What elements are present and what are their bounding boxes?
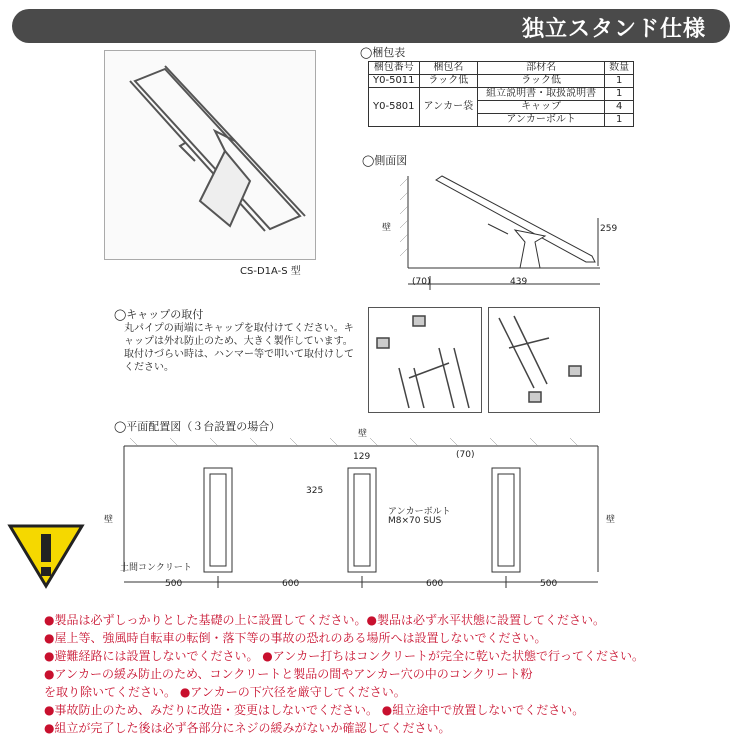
floor-label: 土間コンクリート: [120, 563, 192, 573]
plan-title: ◯平面配置図（３台設置の場合）: [114, 420, 281, 433]
part-qty: 4: [605, 101, 634, 114]
part-name: ラック低: [478, 75, 605, 88]
product-illustration: [104, 50, 316, 260]
plan-wall-top: 壁: [358, 429, 368, 439]
plan-width-dim: 129: [353, 452, 371, 462]
plan-depth-dim: 325: [306, 486, 324, 496]
cap-figure-right: [488, 307, 600, 413]
cap-install-icon: [489, 308, 599, 412]
side-depth-dim: 439: [510, 277, 528, 287]
spacing-dim: 600: [426, 579, 444, 589]
side-view-drawing: [360, 166, 620, 296]
side-height-dim: 259: [600, 224, 618, 234]
spacing-dim: 500: [165, 579, 183, 589]
warning-line: を取り除いてください。 ●アンカーの下穴径を厳守してください。: [44, 685, 406, 699]
warning-line: ●避難経路には設置しないでください。 ●アンカー打ちはコンクリートが完全に乾いた状態で行ってください。: [44, 649, 645, 663]
part-name: アンカーボルト: [478, 114, 605, 127]
cap-instructions: 丸パイプの両端にキャップを取付けてください。キャップは外れ防止のため、大きく製作しています。取付けづらい時は、ハンマー等で叩いて取付けしてください。: [124, 323, 354, 373]
side-wall-label: 壁: [382, 223, 392, 233]
packing-name: アンカー袋: [419, 88, 478, 127]
anchor-spec: M8×70 SUS: [388, 516, 442, 526]
table-row: [369, 75, 634, 88]
anchor-label: アンカーボルト: [388, 507, 451, 517]
column-header: 梱包番号: [369, 62, 420, 75]
packing-title: ◯梱包表: [360, 46, 406, 59]
part-name: キャップ: [478, 101, 605, 114]
warning-line: ●アンカーの緩み防止のため、コンクリートと製品の間やアンカー穴の中のコンクリート粉: [44, 667, 533, 681]
header-bar: [12, 9, 730, 43]
packing-name: ラック低: [419, 75, 478, 88]
cap-title: ◯キャップの取付: [114, 308, 204, 321]
part-qty: 1: [605, 114, 634, 127]
warning-line: ●事故防止のため、みだりに改造・変更はしないでください。 ●組立途中で放置しないでください。: [44, 703, 585, 717]
packing-table: [368, 61, 634, 127]
side-offset-dim: (70): [412, 277, 431, 287]
part-name: 組立説明書・取扱説明書: [478, 88, 605, 101]
cap-figure-left: [368, 307, 482, 413]
plan-offset-dim: (70): [456, 450, 475, 460]
warning-icon: [6, 520, 86, 592]
table-row: [369, 88, 634, 101]
table-header-row: [369, 62, 634, 75]
packing-no: Y0-5801: [369, 88, 420, 127]
plan-wall-right: 壁: [606, 515, 616, 525]
cap-install-icon: [369, 308, 481, 412]
column-header: 部材名: [478, 62, 605, 75]
page-title: 独立スタンド仕様: [521, 17, 706, 42]
packing-no: Y0-5011: [369, 75, 420, 88]
side-view-title: ◯側面図: [362, 154, 408, 167]
column-header: 梱包名: [419, 62, 478, 75]
plan-wall-left: 壁: [104, 515, 114, 525]
model-label: CS-D1A-S 型: [240, 266, 301, 277]
warning-line: ●屋上等、強風時自転車の転倒・落下等の事故の恐れのある場所へは設置しないでください。: [44, 631, 547, 645]
part-qty: 1: [605, 88, 634, 101]
part-qty: 1: [605, 75, 634, 88]
warning-line: ●製品は必ずしっかりとした基礎の上に設置してください。●製品は必ず水平状態に設置してください。: [44, 613, 605, 627]
spacing-dim: 600: [282, 579, 300, 589]
column-header: 数量: [605, 62, 634, 75]
bicycle-rack-image: [105, 51, 315, 259]
spacing-dim: 500: [540, 579, 558, 589]
warning-line: ●組立が完了した後は必ず各部分にネジの緩みがないか確認してください。: [44, 721, 451, 735]
